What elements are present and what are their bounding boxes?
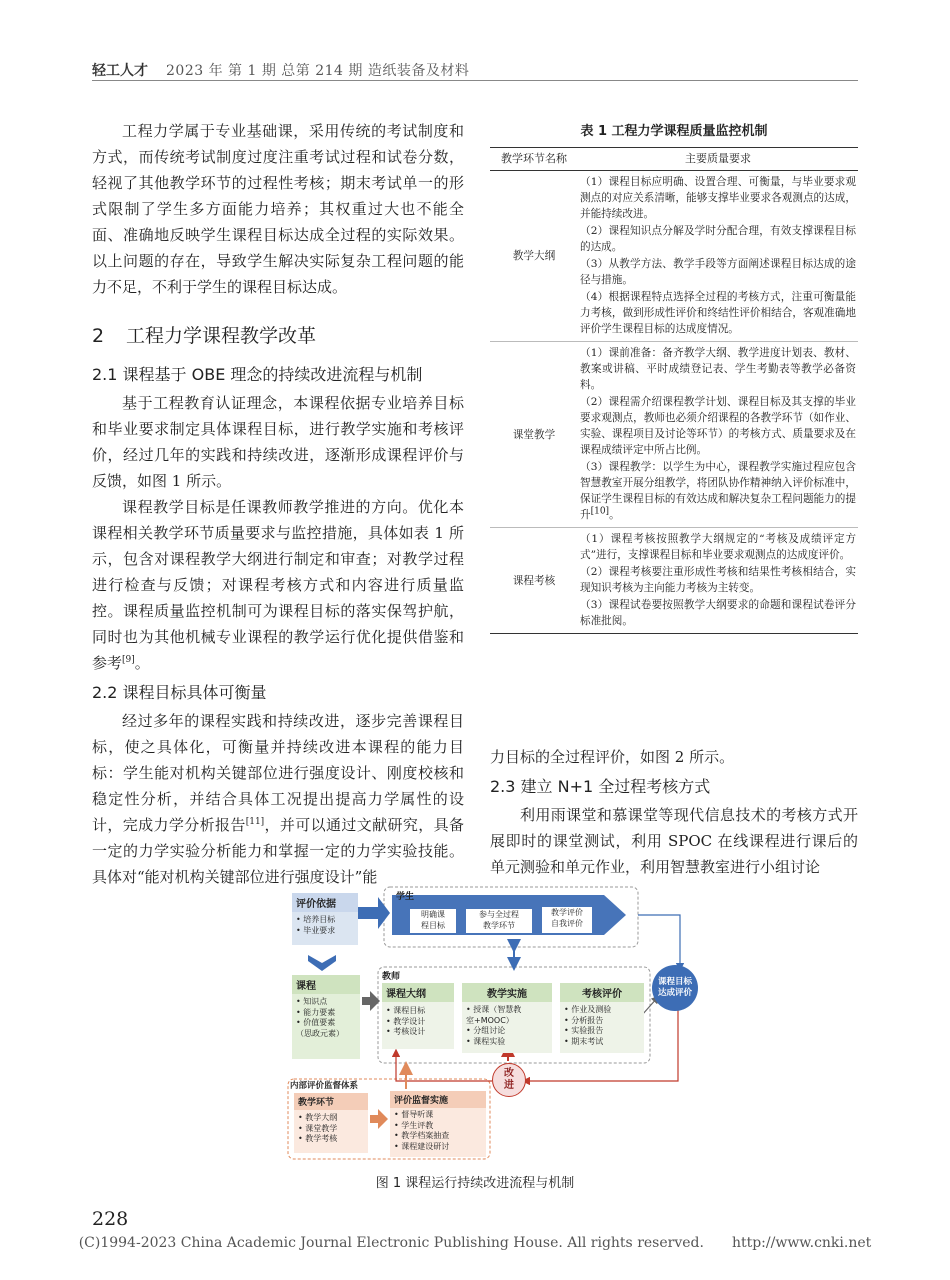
arrow-course-to-syllabus (362, 991, 380, 1011)
citation: [9] (122, 655, 135, 665)
chevron-down-icon (308, 955, 336, 971)
step-line: 教学评价 (551, 908, 583, 917)
student-step-2 (466, 909, 532, 933)
requirement-item (580, 459, 856, 523)
list-item: • 教学大纲 (298, 1113, 338, 1122)
teaching-links-title: 教学环节 (294, 1093, 368, 1110)
list-item: • 考核设计 (386, 1027, 426, 1036)
assessment-title: 考核评价 (560, 983, 644, 1002)
list-item: • 期末考试 (564, 1036, 604, 1046)
issue-info: 2023 年 第 1 期 总第 214 期 造纸装备及材料 (166, 63, 470, 79)
citation: [11] (245, 817, 265, 827)
list-item: • 能力要素 (296, 1007, 336, 1017)
paragraph-text: 课程教学目标是任课教师教学推进的方向。优化本课程相关教学环节质量要求与监控措施，具体如表 1 所示，包含对课程教学大纲进行制定和审查；对教学过程进行检查与反馈；对课程考核方式和内容进行质量监控。课程质量监控机制可为课程目标的落实保驾护航，同时也为其他机械专业课程的教学运行优化提供借鉴和参考 (92, 498, 464, 672)
requirement-end: 。 (609, 509, 620, 521)
step-line: 教学环节 (483, 920, 515, 930)
list-item: • 分组讨论 (466, 1026, 506, 1035)
list-item: • 授课（智慧教 (466, 1005, 522, 1014)
table-cell-name: 教学大纲 (512, 250, 556, 262)
table-cell-requirements (578, 171, 858, 342)
table-row (490, 342, 858, 528)
table-cell-requirements (578, 342, 858, 528)
requirement-item: （2）课程需介绍课程教学计划、课程目标及其支撑的毕业要求观测点，教师也必须介绍课程的各教学环节（如作业、实验、课程项目及讨论等环节）的考核方式、质量要求及在课程成绩评定中所占比例。 (580, 396, 856, 456)
paragraph-2-2 (92, 708, 464, 890)
list-item: • 教学设计 (386, 1016, 426, 1026)
student-step-3 (542, 907, 592, 933)
running-header (92, 60, 858, 80)
requirement-item: （2）课程知识点分解及学时分配合理，有效支撑课程目标的达成。 (580, 225, 856, 253)
paragraph-2-1-a: 基于工程教育认证理念，本课程依据专业培养目标和毕业要求制定具体课程目标，进行教学实施和考核评价，经过几年的实践和持续改进，逐渐形成课程评价与反馈，如图 1 所示。 (92, 394, 464, 490)
intro-paragraph: 工程力学属于专业基础课，采用传统的考试制度和方式，而传统考试制度过度注重考试过程和试卷分数，轻视了其他教学环节的过程性考核；期末考试单一的形式限制了学生多方面能力培养；其权重过大也不能全面、准确地反映学生课程目标达成全过程的实际效果。以上问题的存在，导致学生解决实际复杂工程问题的能力不足，不利于学生的课程目标达成。 (92, 122, 464, 296)
assessment-box (560, 983, 644, 1053)
subsection-2-3-heading: 2.3 建立 N+1 全过程考核方式 (490, 777, 711, 796)
implementation-title: 教学实施 (462, 983, 552, 1002)
arrow-student-to-goal (638, 915, 680, 969)
supervision-title: 评价监督实施 (390, 1091, 486, 1108)
course-title: 课程 (292, 975, 360, 994)
supervision-box (390, 1091, 486, 1157)
requirement-item: （1）课程目标应明确、设置合理、可衡量，与毕业要求观测点的对应关系清晰，能够支撑毕业要求各观测点的达成，并能持续改进。 (580, 176, 856, 220)
step-line: 自我评价 (551, 918, 583, 928)
assessment-list (560, 1002, 644, 1050)
requirement-item: （1）课程考核按照教学大纲规定的“考核及成绩评定方式”进行，支撑课程目标和毕业要求观测点的达成度评价。 (580, 533, 856, 561)
list-item: • 作业及测验 (564, 1005, 612, 1014)
figure-1 (286, 885, 696, 1163)
table-header-cell: 主要质量要求 (578, 148, 858, 171)
step-line: 参与全过程 (479, 910, 519, 919)
step-line: 明确课 (421, 910, 445, 919)
page-number: 228 (92, 1208, 129, 1230)
big-arrow-to-student (358, 897, 390, 929)
requirement-item: （2）课程考核要注重形成性考核和结果性考核相结合，实现知识考核为主向能力考核为主转变。 (580, 566, 856, 594)
requirement-item: （4）根据课程特点选择全过程的考核方式，注重可衡量能力考核，做到形成性评价和终结性评价相结合，客观准确地评价学生课程目标的达成度情况。 (580, 291, 856, 335)
student-step-1 (410, 909, 456, 933)
eval-basis-title: 评价依据 (292, 893, 358, 912)
list-item: • 教学档案抽查 (394, 1131, 450, 1140)
supervision-list (390, 1108, 486, 1154)
list-item: • 教学考核 (298, 1134, 338, 1143)
quality-table (490, 147, 858, 634)
paragraph-text: 经过多年的课程实践和持续改进，逐步完善课程目标，使之具体化，可衡量并持续改进本课程的能力目标：学生能对机构关键部位进行强度设计、刚度校核和稳定性分析，并结合具体工况提出提高力学属性的设计，完成力学分析报告 (92, 712, 464, 834)
requirement-item: （3）从教学方法、教学手段等方面阐述课程目标达成的途径与措施。 (580, 258, 856, 286)
teaching-links-box (294, 1093, 368, 1153)
continued-paragraph: 力目标的全过程评价，如图 2 所示。 (490, 748, 735, 766)
table-header-row (490, 148, 858, 171)
table-cell-name: 课堂教学 (490, 342, 578, 528)
table-row (490, 528, 858, 634)
copyright-footer (0, 1235, 950, 1251)
improve-circle (492, 1063, 526, 1097)
syllabus-list (382, 1002, 454, 1042)
eval-basis-box (292, 893, 358, 945)
student-label: 学生 (396, 892, 415, 902)
list-item: • 分析报告 (564, 1015, 604, 1025)
table-cell-requirements (578, 528, 858, 634)
paragraph-end: ，并可以通过文献研究，具备一定的力学实验分析能力和掌握一定的力学实验技能。具体对“能对机构关键部位进行强度设计”能 (92, 816, 464, 886)
course-list (292, 994, 360, 1042)
teaching-links-list (294, 1110, 368, 1148)
paragraph-2-1-b (92, 494, 464, 676)
goal-line: 课程目标 (657, 977, 692, 987)
teacher-label: 教师 (382, 972, 401, 982)
requirement-item: （3）课程试卷要按照教学大纲要求的命题和课程试卷评分标准批阅。 (580, 599, 856, 627)
step-line: 程目标 (421, 920, 445, 930)
table-cell-name: 课程考核 (490, 528, 578, 634)
list-item: • 培养目标 (296, 915, 336, 924)
list-item: • 课程建设研讨 (394, 1141, 450, 1151)
list-item: • 毕业要求 (296, 925, 336, 935)
requirement-item: （1）课前准备：备齐教学大纲、教学进度计划表、教材、教案或讲稿、平时成绩登记表、学生考勤表等教学必备资料。 (580, 347, 856, 391)
paragraph-2-3: 利用雨课堂和慕课堂等现代信息技术的考核方式开展即时的课堂测试，利用 SPOC 在线课程进行课后的单元测验和单元作业，利用智慧教室进行小组讨论 (490, 806, 858, 876)
header-rule (92, 80, 858, 81)
eval-basis-list (292, 912, 358, 939)
journal-name: 轻工人才 (92, 63, 148, 79)
list-item: • 课堂教学 (298, 1123, 338, 1133)
list-item: • 价值要素 (296, 1018, 336, 1027)
course-box (292, 975, 360, 1059)
citation: [10] (590, 506, 610, 517)
syllabus-title: 课程大纲 (382, 983, 454, 1002)
footer-url[interactable]: http://www.cnki.net (731, 1235, 872, 1251)
copyright-text: (C)1994-2023 China Academic Journal Electronic Publishing House. All rights reserved. (78, 1235, 704, 1251)
syllabus-box (382, 983, 454, 1049)
arrow-links-to-supervision (370, 1109, 388, 1129)
list-item: • 督导听课 (394, 1110, 434, 1119)
implementation-box (462, 983, 552, 1053)
table-header-cell: 教学环节名称 (490, 148, 578, 171)
list-item: • 知识点 (296, 997, 328, 1006)
list-item: 室+MOOC） (466, 1015, 514, 1025)
paragraph-end: 。 (134, 654, 150, 672)
section-2-heading (92, 322, 464, 350)
list-item: • 实验报告 (564, 1026, 604, 1035)
improve-line: 进 (504, 1080, 514, 1091)
left-column (92, 118, 464, 890)
arrow-improve-to-syllabus (396, 1051, 492, 1081)
figure-caption: 图 1 课程运行持续改进流程与机制 (375, 1176, 575, 1191)
section-number: 2 (92, 325, 105, 347)
requirement-text: （3）课程教学：以学生为中心，课程教学实施过程应包含智慧教室开展分组教学，将团队协作精神纳入评价标准中，保证学生课程目标的有效达成和解决复杂工程问题能力的提升 (580, 461, 856, 521)
goal-evaluation-circle (652, 965, 698, 1011)
implementation-list (462, 1002, 552, 1050)
list-item: • 学生评教 (394, 1120, 434, 1130)
list-item: • 课程实验 (466, 1036, 506, 1046)
section-title: 工程力学课程教学改革 (126, 325, 317, 347)
list-item: （思政元素） (296, 1028, 344, 1038)
subsection-2-2-heading: 2.2 课程目标具体可衡量 (92, 683, 267, 702)
table-caption: 表 1 工程力学课程质量监控机制 (580, 124, 768, 139)
table-row (490, 171, 858, 342)
list-item: • 课程目标 (386, 1006, 426, 1015)
subsection-2-1-heading: 2.1 课程基于 OBE 理念的持续改进流程与机制 (92, 365, 423, 384)
goal-line: 达成评价 (657, 988, 692, 998)
improve-line: 改 (504, 1068, 514, 1079)
internal-label: 内部评价监督体系 (290, 1081, 359, 1091)
right-column (490, 744, 858, 880)
